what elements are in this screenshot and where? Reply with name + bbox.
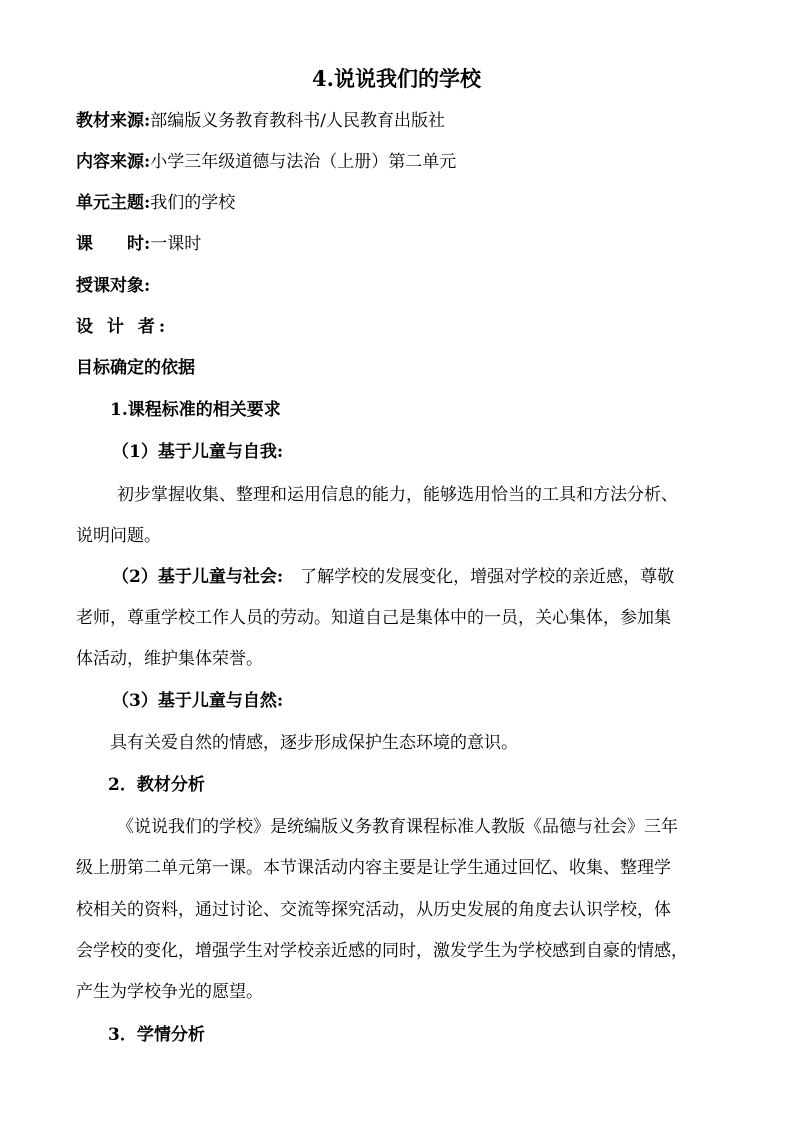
nature-text-line-1: 具有关爱自然的情感，逐步形成保护生态环境的意识。: [110, 733, 518, 753]
lesson-hours-label-a: 课: [76, 234, 93, 254]
society-text-line-2: 老师，尊重学校工作人员的劳动。知道自己是集体中的一员，关心集体，参加集: [76, 608, 671, 628]
society-text-line-1: 了解学校的发展变化，增强对学校的亲近感，尊敬: [300, 567, 675, 587]
learner-analysis-heading: 3．学情分析: [108, 1025, 205, 1045]
textbook-analysis-line-5: 产生为学校争光的愿望。: [76, 982, 263, 1002]
unit-theme-row: [76, 192, 235, 214]
textbook-source-label: 教材来源:: [76, 111, 151, 131]
textbook-analysis-line-2: 级上册第二单元第一课。本节课活动内容主要是让学生通过回忆、收集、整理学: [76, 858, 671, 878]
society-heading: （2）基于儿童与社会:: [112, 567, 284, 587]
curriculum-standard-heading: 1.课程标准的相关要求: [110, 400, 281, 420]
section-basis-heading: 目标确定的依据: [76, 358, 195, 378]
textbook-analysis-line-1: 《说说我们的学校》是统编版义务教育课程标准人教版《品德与社会》三年: [117, 817, 678, 837]
society-text-line-3: 体活动，维护集体荣誉。: [76, 649, 263, 669]
lesson-hours-value: 一课时: [150, 234, 202, 254]
lesson-hours-row: [76, 233, 201, 255]
textbook-source-row: [76, 110, 445, 132]
society-row: [112, 566, 674, 588]
content-source-value: 小学三年级道德与法治（上册）第二单元: [150, 152, 457, 172]
nature-heading: （3）基于儿童与自然:: [112, 691, 284, 711]
textbook-source-value: 部编版义务教育教科书/人民教育出版社: [150, 111, 446, 131]
designer-label: 设 计 者:: [76, 317, 170, 337]
audience-label: 授课对象:: [76, 276, 151, 296]
unit-theme-label: 单元主题:: [76, 193, 151, 213]
textbook-analysis-line-4: 会学校的变化，增强学生对学校亲近感的同时，激发学生为学校感到自豪的情感，: [76, 941, 688, 961]
unit-theme-value: 我们的学校: [150, 193, 236, 213]
self-text-line-1: 初步掌握收集、整理和运用信息的能力，能够选用恰当的工具和方法分析、: [117, 485, 678, 505]
document-title: 4.说说我们的学校: [312, 66, 481, 91]
content-source-label: 内容来源:: [76, 152, 151, 172]
textbook-analysis-line-3: 校相关的资料，通过讨论、交流等探究活动，从历史发展的角度去认识学校，体: [76, 900, 671, 920]
self-heading: （1）基于儿童与自我:: [112, 442, 284, 462]
lesson-hours-label-b: 时:: [127, 234, 151, 254]
content-source-row: [76, 151, 456, 173]
textbook-analysis-heading: 2．教材分析: [108, 775, 205, 795]
self-text-line-2: 说明问题。: [76, 526, 161, 546]
